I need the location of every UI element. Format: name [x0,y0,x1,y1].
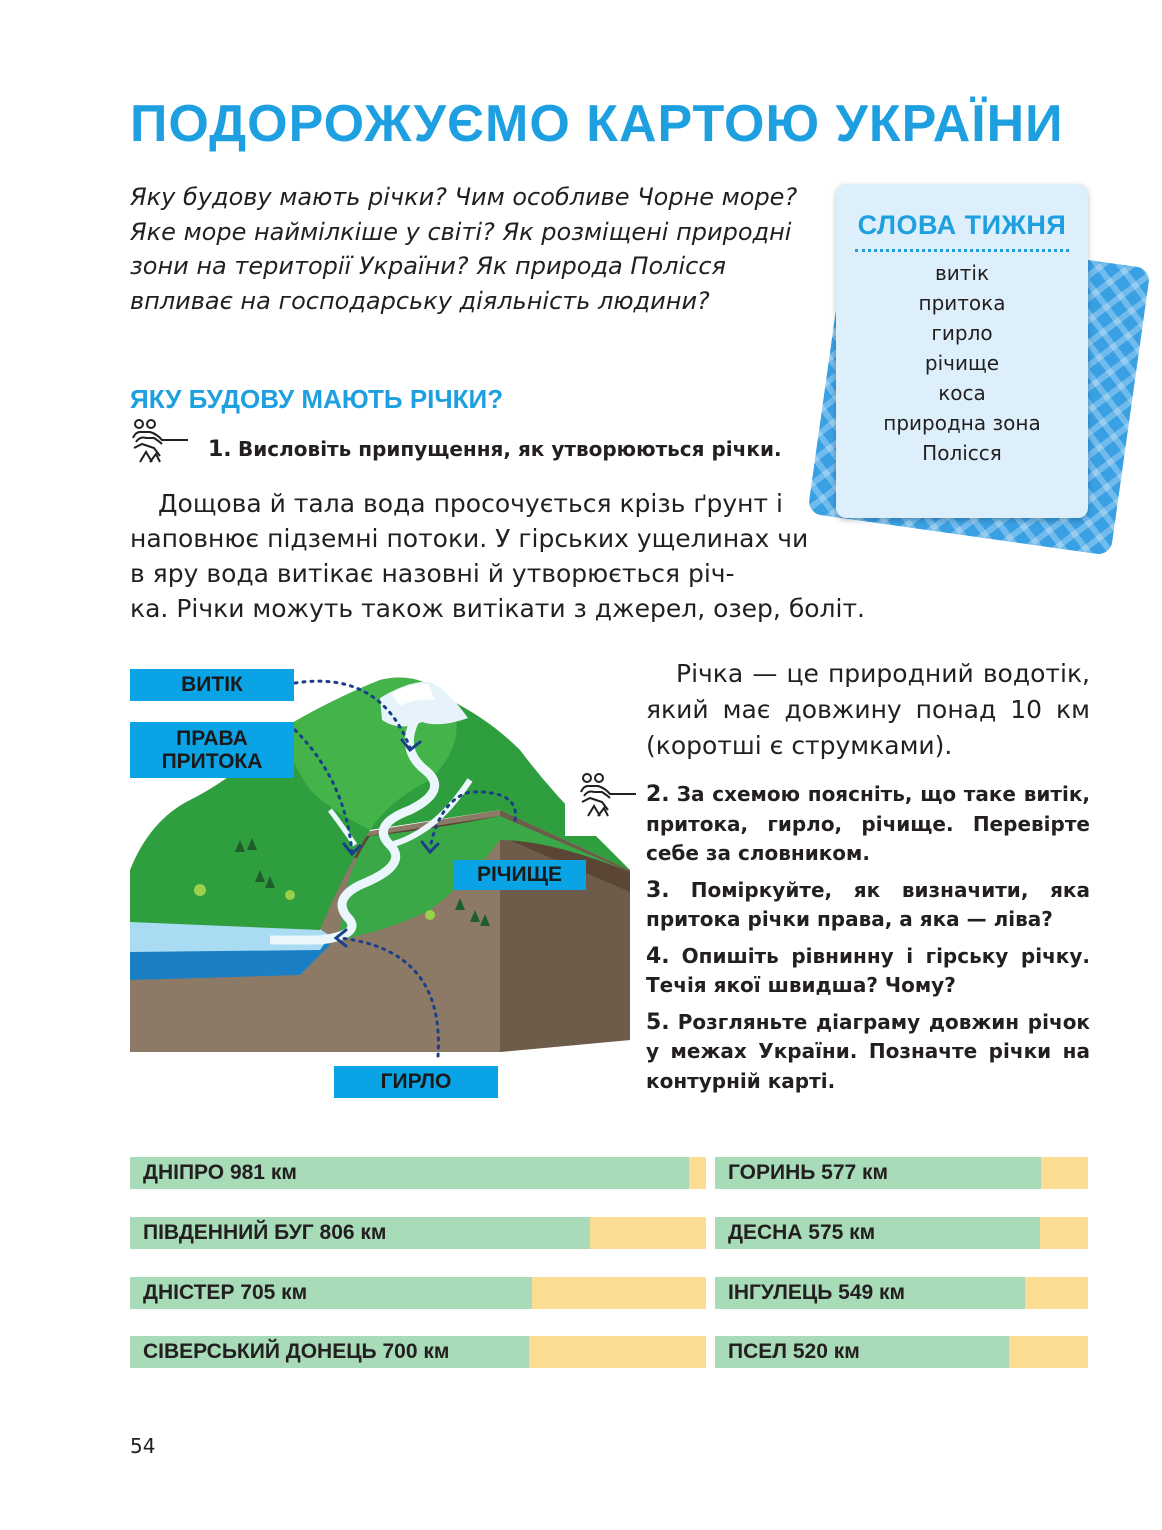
bar-track [130,1217,706,1249]
label-riverbed: РІЧИЩЕ [453,860,586,890]
question-text: Висловіть припущення, як утворюються річки. [238,437,782,461]
pair-work-icon [578,772,638,820]
bar-track [715,1157,1088,1189]
bar-label: СІВЕРСЬКИЙ ДОНЕЦЬ 700 км [143,1340,450,1363]
question-number: 1. [208,437,232,462]
bar-label: ДНІСТЕР 705 км [143,1281,308,1304]
question-2 [646,780,1090,869]
word-item: коса [938,381,986,405]
question-text: Опишіть рівнинну і гірську річку. Течія якої швидша? Чому? [646,943,1091,997]
bar-label: ІНГУЛЕЦЬ 549 км [728,1281,906,1304]
questions-list [646,780,1090,1103]
question-number: 3. [646,877,670,903]
label-source: ВИТІК [130,669,294,701]
question-text: Розгляньте діаграму довжин річок у межах України. Позначте річки на контурній карті. [646,1009,1091,1093]
question-number: 5. [646,1009,670,1035]
bar-label: ДЕСНА 575 км [728,1221,876,1244]
paragraph-1-end: ка. Річки можуть також витікати з джерел, озер, боліт. [130,594,865,623]
bar-label: ГОРИНЬ 577 км [728,1161,889,1184]
words-of-week-box [836,184,1088,518]
page-number: 54 [130,1434,156,1458]
bar-track [715,1277,1088,1309]
bar-track [715,1336,1088,1368]
question-number: 4. [646,943,670,969]
paragraph-1: Дощова й тала вода просочується крізь ґрунт і наповнює підземні потоки. У гірських ущелинах чи в яру вода витікає назовні й утворюється річ- [130,489,809,588]
label-mouth: ГИРЛО [334,1066,498,1098]
question-3 [646,876,1090,935]
paragraph-river-definition: Річка — це природний водотік, який має довжину понад 10 км (коротші є струмками). [646,659,1090,760]
word-item: гирло [931,321,993,345]
question-text: За схемою поясніть, що таке витік, притока, гирло, річище. Перевірте себе за словником. [646,782,1090,865]
intro-questions: Яку будову мають річки? Чим особливе Чорне море? Яке море наймілкіше у світі? Як розміщені природні зони на території України? Як природа Полісся впливає на господарську діяльність людини? [130,183,798,315]
bar-track [130,1277,706,1309]
bar-track [715,1217,1088,1249]
dotted-divider [855,249,1069,252]
label-right-tributary-line1: ПРАВА [176,727,248,750]
question-5 [646,1008,1090,1097]
label-right-tributary-line2: ПРИТОКА [161,750,263,773]
pair-work-icon [130,418,190,466]
word-item: витік [934,261,990,285]
label-right-tributary [130,722,294,778]
question-1 [208,434,782,465]
question-number: 2. [646,782,670,807]
bar-track [130,1157,706,1189]
bar-label: ПІВДЕННИЙ БУГ 806 км [143,1221,387,1244]
page-title: ПОДОРОЖУЄМО КАРТОЮ УКРАЇНИ [130,95,1064,153]
word-item: природна зона [883,411,1041,435]
bar-label: ПСЕЛ 520 км [728,1340,860,1363]
word-item: притока [918,291,1006,315]
question-4 [646,942,1090,1001]
words-box-title: СЛОВА ТИЖНЯ [857,210,1067,240]
word-item: Полісся [922,441,1002,465]
bar-track [130,1336,706,1368]
word-item: річище [924,351,1000,375]
question-text: Поміркуйте, як визначити, яка притока річки права, а яка — ліва? [646,877,1090,931]
section-heading: ЯКУ БУДОВУ МАЮТЬ РІЧКИ? [130,384,504,414]
bar-label: ДНІПРО 981 км [143,1161,297,1184]
